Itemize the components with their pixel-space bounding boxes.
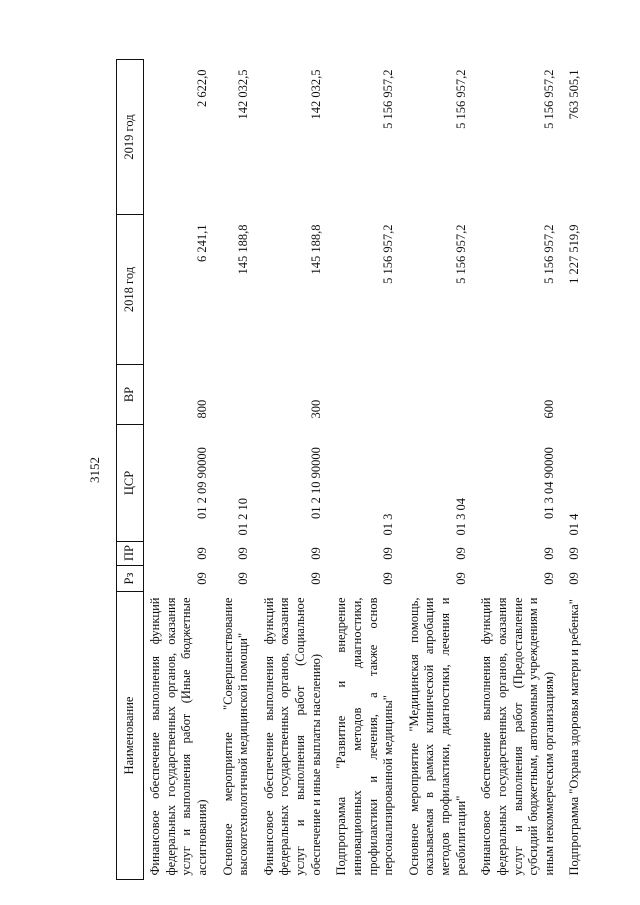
cell-pr: 09 (567, 547, 582, 560)
cell-rz: 09 (567, 572, 582, 585)
cell-pr: 09 (541, 547, 556, 560)
cell-rz: 09 (381, 572, 396, 585)
cell-csr: 01 2 10 (236, 498, 251, 536)
cell-pr: 09 (308, 547, 323, 560)
header-2019: 2019 год (117, 60, 144, 215)
cell-vr: 300 (308, 399, 323, 419)
cell-pr: 09 (381, 547, 396, 560)
cell-2019: 2 622,0 (194, 69, 209, 107)
cell-vr: 600 (541, 399, 556, 419)
cell-pr: 09 (453, 547, 468, 560)
rotated-page (80, 60, 590, 880)
cell-name: Финансовое обеспечение выполнения функций федеральных государственных органов, оказания услуг и выполнения работ (Предоставление субсидий бюджетным, автономным учреждениям и иным некоммерческим организациям) (479, 597, 556, 876)
header-csr: ЦСР (117, 425, 144, 542)
table-row (258, 60, 331, 880)
cell-2019: 142 032,5 (236, 69, 251, 120)
cell-csr: 01 2 09 90000 (194, 447, 209, 519)
cell-pr: 09 (194, 547, 209, 560)
table-row (403, 60, 476, 880)
cell-2019: 142 032,5 (308, 69, 323, 120)
table-header-row (117, 60, 144, 880)
cell-2019: 763 505,1 (567, 69, 582, 120)
table-row (330, 60, 403, 880)
cell-pr: 09 (236, 547, 251, 560)
header-pr: ПР (117, 542, 144, 566)
cell-2018: 6 241,1 (194, 224, 209, 262)
cell-name: Основное мероприятие "Совершенствование высокотехнологичной медицинской помощи" (220, 597, 251, 876)
cell-rz: 09 (541, 572, 556, 585)
table-row (217, 60, 258, 880)
cell-vr (403, 365, 476, 425)
cell-vr (330, 365, 403, 425)
cell-name: Финансовое обеспечение выполнения функций федеральных государственных органов, оказания услуг и выполнения работ (Социальное обеспечение и иные выплаты населению) (261, 597, 323, 876)
page-number: 3152 (87, 457, 102, 483)
cell-2018: 5 156 957,2 (453, 224, 468, 284)
table-row (475, 60, 563, 880)
cell-name: Подпрограмма "Развитие и внедрение инновационных методов диагностики, профилактики и лечения, а также основ персонализированной медицины" (334, 597, 396, 876)
cell-2019: 5 156 957,2 (541, 69, 556, 129)
cell-rz: 09 (236, 572, 251, 585)
cell-name: Основное мероприятие "Медицинская помощь, оказываемая в рамках клинической апробации методов профилактики, диагностики, лечения и реабилитации" (406, 597, 468, 876)
cell-2019: 5 156 957,2 (453, 69, 468, 129)
header-vr: ВР (117, 365, 144, 425)
cell-2018: 145 188,8 (236, 224, 251, 275)
cell-2019: 5 156 957,2 (381, 69, 396, 129)
header-rz: Рз (117, 566, 144, 592)
cell-2018: 5 156 957,2 (381, 224, 396, 284)
cell-vr (563, 365, 589, 425)
budget-table (116, 59, 589, 880)
cell-rz: 09 (308, 572, 323, 585)
cell-rz: 09 (194, 572, 209, 585)
cell-rz: 09 (453, 572, 468, 585)
cell-csr: 01 4 (567, 513, 582, 536)
header-name: Наименование (117, 592, 144, 880)
header-2018: 2018 год (117, 215, 144, 365)
cell-csr: 01 2 10 90000 (308, 447, 323, 519)
cell-name: Финансовое обеспечение выполнения функций федеральных государственных органов, оказания услуг и выполнения работ (Иные бюджетные ассигнования) (148, 597, 209, 876)
cell-csr: 01 3 04 90000 (541, 447, 556, 519)
table-row (563, 60, 589, 880)
cell-csr: 01 3 04 (453, 498, 468, 536)
cell-vr (217, 365, 258, 425)
cell-csr: 01 3 (381, 513, 396, 536)
table-row (144, 60, 217, 880)
cell-2018: 1 227 519,9 (567, 224, 582, 284)
cell-vr: 800 (194, 399, 209, 419)
cell-2018: 145 188,8 (308, 224, 323, 275)
cell-name: Подпрограмма "Охрана здоровья матери и ребенка" (567, 599, 582, 876)
cell-2018: 5 156 957,2 (541, 224, 556, 284)
